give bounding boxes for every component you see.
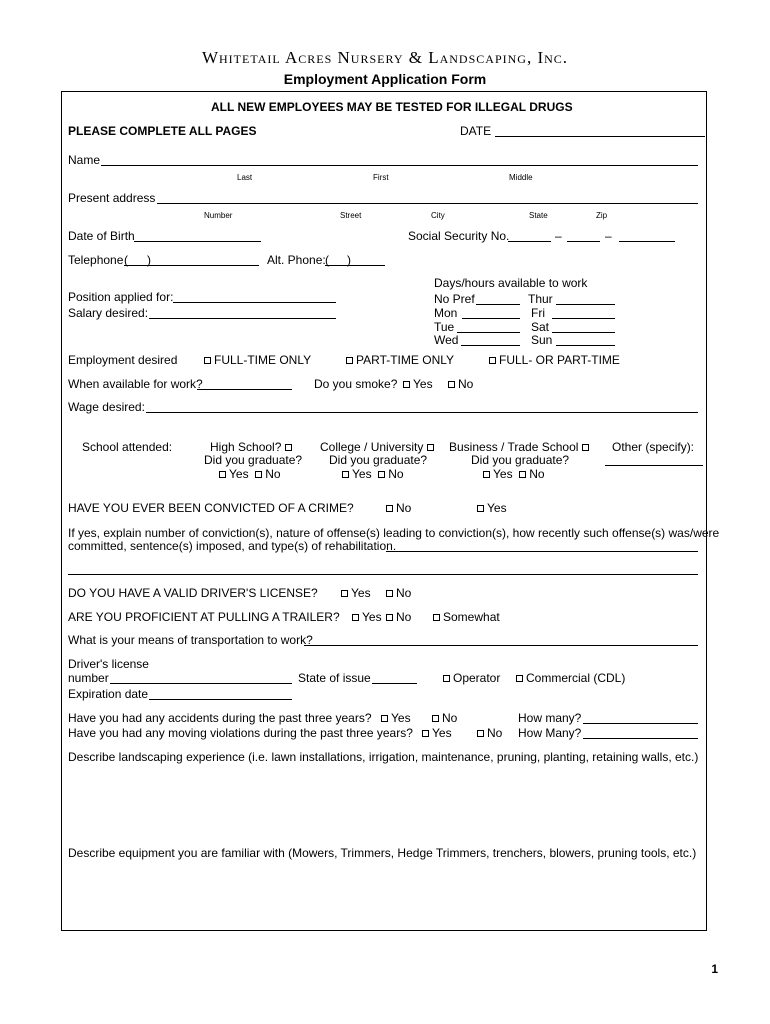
- hs-yes-label: Yes: [229, 467, 249, 481]
- full-or-part-label: FULL- OR PART-TIME: [499, 353, 620, 367]
- checkbox-icon[interactable]: [519, 471, 526, 478]
- day-sun-field[interactable]: [556, 345, 615, 346]
- business-yes-label: Yes: [493, 467, 513, 481]
- checkbox-icon[interactable]: [386, 505, 393, 512]
- checkbox-icon[interactable]: [427, 444, 434, 451]
- name-last-caption: Last: [237, 173, 253, 182]
- checkbox-icon[interactable]: [582, 444, 589, 451]
- ssn-part1-field[interactable]: [508, 241, 551, 242]
- accidents-question: Have you had any accidents during the past three years?: [68, 711, 372, 725]
- address-number-caption: Number: [204, 211, 233, 220]
- crime-question: HAVE YOU EVER BEEN CONVICTED OF A CRIME?: [68, 501, 354, 515]
- day-no-pref: No Pref: [434, 292, 475, 306]
- violations-no-label: No: [487, 726, 503, 740]
- checkbox-icon[interactable]: [342, 471, 349, 478]
- license-question: DO YOU HAVE A VALID DRIVER'S LICENSE?: [68, 586, 318, 600]
- position-field[interactable]: [173, 302, 336, 303]
- telephone-label: Telephone: [68, 253, 124, 267]
- full-time-label: FULL-TIME ONLY: [214, 353, 312, 367]
- day-thur-field[interactable]: [556, 304, 615, 305]
- day-wed-field[interactable]: [461, 345, 520, 346]
- accidents-no-label: No: [442, 711, 458, 725]
- license-yes-option[interactable]: [341, 586, 371, 600]
- trailer-yes-option[interactable]: [352, 610, 382, 624]
- wage-label: Wage desired:: [68, 400, 145, 414]
- college-graduate-label: Did you graduate?: [329, 453, 428, 467]
- ssn-dash-2: –: [605, 229, 612, 243]
- ssn-label: Social Security No.: [408, 229, 510, 243]
- alt-phone-label: Alt. Phone:: [267, 253, 326, 267]
- full-time-option[interactable]: [204, 353, 311, 367]
- hs-graduate-label: Did you graduate?: [204, 453, 303, 467]
- when-available-label: When available for work?: [68, 377, 203, 391]
- checkbox-icon[interactable]: [516, 675, 523, 682]
- dl-operator-option[interactable]: [443, 671, 500, 685]
- license-no-option[interactable]: [386, 586, 411, 600]
- trailer-yes-label: Yes: [362, 610, 382, 624]
- checkbox-icon[interactable]: [219, 471, 226, 478]
- when-available-field[interactable]: [197, 389, 292, 390]
- college-option[interactable]: [320, 440, 437, 454]
- violations-no-option[interactable]: [477, 726, 502, 740]
- accidents-how-many-field[interactable]: [583, 723, 698, 724]
- violations-how-many-field[interactable]: [583, 738, 698, 739]
- telephone-open-paren: (: [124, 253, 128, 267]
- checkbox-icon[interactable]: [489, 357, 496, 364]
- telephone-close-paren: ): [147, 253, 151, 267]
- trailer-question: ARE YOU PROFICIENT AT PULLING A TRAILER?: [68, 610, 340, 624]
- checkbox-icon[interactable]: [477, 505, 484, 512]
- availability-title: Days/hours available to work: [434, 276, 588, 290]
- landscaping-answer-area[interactable]: [68, 768, 698, 838]
- crime-explain-field[interactable]: [386, 551, 698, 552]
- business-graduate-label: Did you graduate?: [471, 453, 570, 467]
- dob-label: Date of Birth: [68, 229, 135, 243]
- dl-commercial-option[interactable]: [516, 671, 625, 685]
- day-tue-field[interactable]: [457, 332, 520, 333]
- college-label: College / University: [320, 440, 424, 454]
- business-label: Business / Trade School: [449, 440, 579, 454]
- smoke-yes-label: Yes: [413, 377, 433, 391]
- trailer-somewhat-label: Somewhat: [443, 610, 500, 624]
- license-yes-label: Yes: [351, 586, 371, 600]
- accidents-yes-option[interactable]: [381, 711, 411, 725]
- name-middle-caption: Middle: [509, 173, 533, 182]
- dl-expiration-label: Expiration date: [68, 687, 149, 701]
- checkbox-icon[interactable]: [341, 590, 348, 597]
- checkbox-icon[interactable]: [443, 675, 450, 682]
- crime-yes-label: Yes: [487, 501, 507, 515]
- landscaping-prompt: Describe landscaping experience (i.e. lawn installations, irrigation, maintenance, pruning, planting, retaining walls, etc.): [68, 750, 699, 764]
- checkbox-icon[interactable]: [477, 730, 484, 737]
- checkbox-icon[interactable]: [255, 471, 262, 478]
- name-label: Name: [68, 153, 101, 167]
- transport-field[interactable]: [304, 645, 698, 646]
- high-school-option[interactable]: [210, 440, 295, 454]
- smoke-no-label: No: [458, 377, 474, 391]
- college-yes-label: Yes: [352, 467, 372, 481]
- accidents-no-option[interactable]: [432, 711, 457, 725]
- date-label: DATE: [460, 124, 492, 138]
- day-mon-field[interactable]: [462, 318, 520, 319]
- ssn-part3-field[interactable]: [619, 241, 675, 242]
- equipment-prompt: Describe equipment you are familiar with (Mowers, Trimmers, Hedge Trimmers, trenchers, blowers, pruning tools, etc.): [68, 846, 697, 860]
- smoke-yes-option[interactable]: [403, 377, 433, 391]
- business-no-label: No: [529, 467, 545, 481]
- crime-explain-line1: If yes, explain number of conviction(s), nature of offense(s) leading to conviction(s), how recently such offense(s) was/were: [68, 526, 720, 540]
- violations-yes-option[interactable]: [422, 726, 452, 740]
- trailer-no-label: No: [396, 610, 412, 624]
- smoke-label: Do you smoke?: [314, 377, 398, 391]
- business-graduate-options: [483, 467, 545, 481]
- part-time-label: PART-TIME ONLY: [356, 353, 455, 367]
- page-number: 1: [711, 962, 718, 976]
- business-option[interactable]: [449, 440, 592, 454]
- day-no-pref-field[interactable]: [476, 304, 520, 305]
- crime-yes-option[interactable]: [477, 501, 507, 515]
- dl-expiration-field[interactable]: [149, 699, 292, 700]
- license-no-label: No: [396, 586, 412, 600]
- dl-label-1: Driver's license: [68, 657, 149, 671]
- address-zip-caption: Zip: [596, 211, 608, 220]
- checkbox-icon[interactable]: [285, 444, 292, 451]
- alt-phone-close-paren: ): [347, 253, 351, 267]
- smoke-no-option[interactable]: [448, 377, 473, 391]
- day-thur: Thur: [528, 292, 553, 306]
- checkbox-icon[interactable]: [483, 471, 490, 478]
- checkbox-icon[interactable]: [448, 381, 455, 388]
- checkbox-icon[interactable]: [422, 730, 429, 737]
- day-mon: Mon: [434, 306, 458, 320]
- college-graduate-options: [342, 467, 404, 481]
- dob-field[interactable]: [134, 241, 261, 242]
- dl-operator-label: Operator: [453, 671, 501, 685]
- ssn-part2-field[interactable]: [567, 241, 600, 242]
- address-label: Present address: [68, 191, 156, 205]
- address-city-caption: City: [431, 211, 445, 220]
- day-wed: Wed: [434, 333, 459, 347]
- address-street-caption: Street: [340, 211, 362, 220]
- checkbox-icon[interactable]: [381, 715, 388, 722]
- day-tue: Tue: [434, 320, 455, 334]
- employment-label: Employment desired: [68, 353, 178, 367]
- salary-field[interactable]: [149, 318, 336, 319]
- crime-no-option[interactable]: [386, 501, 411, 515]
- day-sat-field[interactable]: [552, 332, 615, 333]
- drug-test-notice: ALL NEW EMPLOYEES MAY BE TESTED FOR ILLEGAL DRUGS: [211, 100, 573, 114]
- other-school-field[interactable]: [605, 465, 703, 466]
- violations-how-many-label: How Many?: [518, 726, 582, 740]
- checkbox-icon[interactable]: [346, 357, 353, 364]
- hs-no-label: No: [265, 467, 281, 481]
- crime-no-label: No: [396, 501, 412, 515]
- address-state-caption: State: [529, 211, 548, 220]
- ssn-dash-1: –: [555, 229, 562, 243]
- day-sun: Sun: [531, 333, 553, 347]
- day-fri-field[interactable]: [552, 318, 615, 319]
- day-fri: Fri: [531, 306, 545, 320]
- checkbox-icon[interactable]: [386, 614, 393, 621]
- day-sat: Sat: [531, 320, 550, 334]
- alt-phone-open-paren: (: [325, 253, 329, 267]
- high-school-label: High School?: [210, 440, 282, 454]
- salary-label: Salary desired:: [68, 306, 149, 320]
- equipment-answer-area[interactable]: [68, 864, 698, 924]
- company-name: Whitetail Acres Nursery & Landscaping, Inc.: [201, 48, 569, 67]
- checkbox-icon[interactable]: [204, 357, 211, 364]
- checkbox-icon[interactable]: [433, 614, 440, 621]
- crime-explain-field-2[interactable]: [68, 574, 698, 575]
- wage-field[interactable]: [146, 412, 698, 413]
- checkbox-icon[interactable]: [386, 590, 393, 597]
- telephone-field[interactable]: [124, 265, 259, 266]
- part-time-option[interactable]: [346, 353, 454, 367]
- checkbox-icon[interactable]: [378, 471, 385, 478]
- dl-state-field[interactable]: [372, 683, 417, 684]
- violations-yes-label: Yes: [432, 726, 452, 740]
- accidents-how-many-label: How many?: [518, 711, 582, 725]
- position-label: Position applied for:: [68, 290, 174, 304]
- school-label: School attended:: [82, 440, 173, 454]
- complete-pages-notice: PLEASE COMPLETE ALL PAGES: [68, 124, 257, 138]
- form-title: Employment Application Form: [283, 71, 487, 87]
- accidents-yes-label: Yes: [391, 711, 411, 725]
- dl-label-2: number: [68, 671, 109, 685]
- date-field[interactable]: [495, 136, 705, 137]
- trailer-no-option[interactable]: [386, 610, 411, 624]
- violations-question: Have you had any moving violations during the past three years?: [68, 726, 413, 740]
- checkbox-icon[interactable]: [403, 381, 410, 388]
- dl-state-label: State of issue: [298, 671, 371, 685]
- dl-number-field[interactable]: [110, 683, 292, 684]
- hs-graduate-options: [219, 467, 281, 481]
- address-field[interactable]: [157, 203, 698, 204]
- alt-phone-field[interactable]: [325, 265, 385, 266]
- name-first-caption: First: [373, 173, 389, 182]
- checkbox-icon[interactable]: [432, 715, 439, 722]
- checkbox-icon[interactable]: [352, 614, 359, 621]
- college-no-label: No: [388, 467, 404, 481]
- full-or-part-option[interactable]: [489, 353, 620, 367]
- dl-commercial-label: Commercial (CDL): [526, 671, 626, 685]
- name-field[interactable]: [101, 165, 698, 166]
- trailer-somewhat-option[interactable]: [433, 610, 500, 624]
- transport-label: What is your means of transportation to work?: [68, 633, 313, 647]
- crime-explain-line2: committed, sentence(s) imposed, and type(s) of rehabilitation.: [68, 539, 397, 553]
- other-school-label: Other (specify):: [612, 440, 695, 454]
